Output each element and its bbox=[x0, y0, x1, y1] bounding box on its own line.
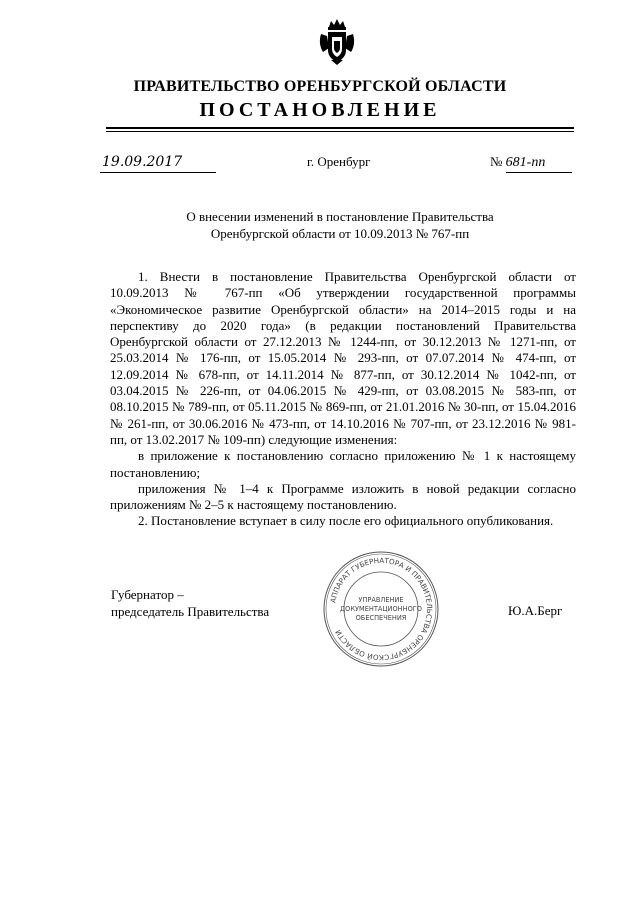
seal-line: ДОКУМЕНТАЦИОННОГО bbox=[340, 605, 422, 613]
seal-ring-text: АППАРАТ ГУБЕРНАТОРА И ПРАВИТЕЛЬСТВА ОРЕНБУРГСКОЙ ОБЛАСТИ bbox=[328, 555, 435, 663]
number-underline bbox=[506, 172, 572, 173]
subject-line: Оренбургской области от 10.09.2013 № 767-пп bbox=[210, 226, 470, 241]
official-seal bbox=[322, 550, 440, 668]
signatory-position bbox=[111, 586, 269, 620]
paragraph: 2. Постановление вступает в силу после его официального опубликования. bbox=[138, 513, 554, 529]
header-divider-thick bbox=[106, 127, 574, 129]
header-divider-thin bbox=[106, 131, 574, 132]
signatory-name: Ю.А.Берг bbox=[508, 603, 563, 618]
subject-line: О внесении изменений в постановление Правительства bbox=[186, 209, 494, 224]
document-number bbox=[490, 154, 545, 171]
position-line: председатель Правительства bbox=[111, 604, 270, 619]
seal-line: УПРАВЛЕНИЕ bbox=[358, 596, 404, 604]
document-body bbox=[110, 269, 576, 530]
document-date: 19.09.2017 bbox=[102, 154, 183, 170]
document-city: г. Оренбург bbox=[307, 154, 371, 169]
government-title: ПРАВИТЕЛЬСТВО ОРЕНБУРГСКОЙ ОБЛАСТИ bbox=[133, 78, 507, 95]
position-line: Губернатор – bbox=[111, 587, 184, 602]
coat-of-arms-icon bbox=[317, 18, 357, 66]
document-subject bbox=[0, 208, 640, 242]
paragraph: приложения № 1–4 к Программе изложить в новой редакции согласно приложениям № 2–5 к настоящему постановлению. bbox=[110, 480, 576, 513]
document-type: ПОСТАНОВЛЕНИЕ bbox=[199, 99, 441, 121]
date-underline bbox=[100, 172, 216, 173]
number-value: 681-пп bbox=[505, 155, 546, 170]
paragraph: 1. Внести в постановление Правительства Оренбургской области от 10.09.2013 № 767-пп «Об утверждении государственной программы «Экономическое развитие Оренбургской области» на 2014–2015 годы и на перспективу до 2020 года» (в редакции постановлений Правительства Оренбургской области от 27.12.2013 № 1244-пп, от 30.12.2013 № 1271-пп, от 25.03.2014 № 176-пп, от 15.05.2014 № 293-пп, от 07.07.2014 № 474-пп, от 12.09.2014 № 678-пп, от 14.11.2014 № 877-пп, от 30.12.2014 № 1042-пп, от 03.04.2015 № 226-пп, от 04.06.2015 № 429-пп, от 03.08.2015 № 583-пп, от 08.10.2015 № 789-пп, от 05.11.2015 № 869-пп, от 21.01.2016 № 30-пп, от 15.04.2016 № 261-пп, от 30.06.2016 № 473-пп, от 14.10.2016 № 707-пп, от 23.12.2016 № 981-пп, от 13.02.2017 № 109-пп) следующие изменения: bbox=[110, 269, 576, 447]
paragraph: в приложение к постановлению согласно приложению № 1 к настоящему постановлению; bbox=[110, 448, 576, 480]
seal-line: ОБЕСПЕЧЕНИЯ bbox=[355, 614, 407, 622]
number-label: № bbox=[490, 154, 503, 169]
